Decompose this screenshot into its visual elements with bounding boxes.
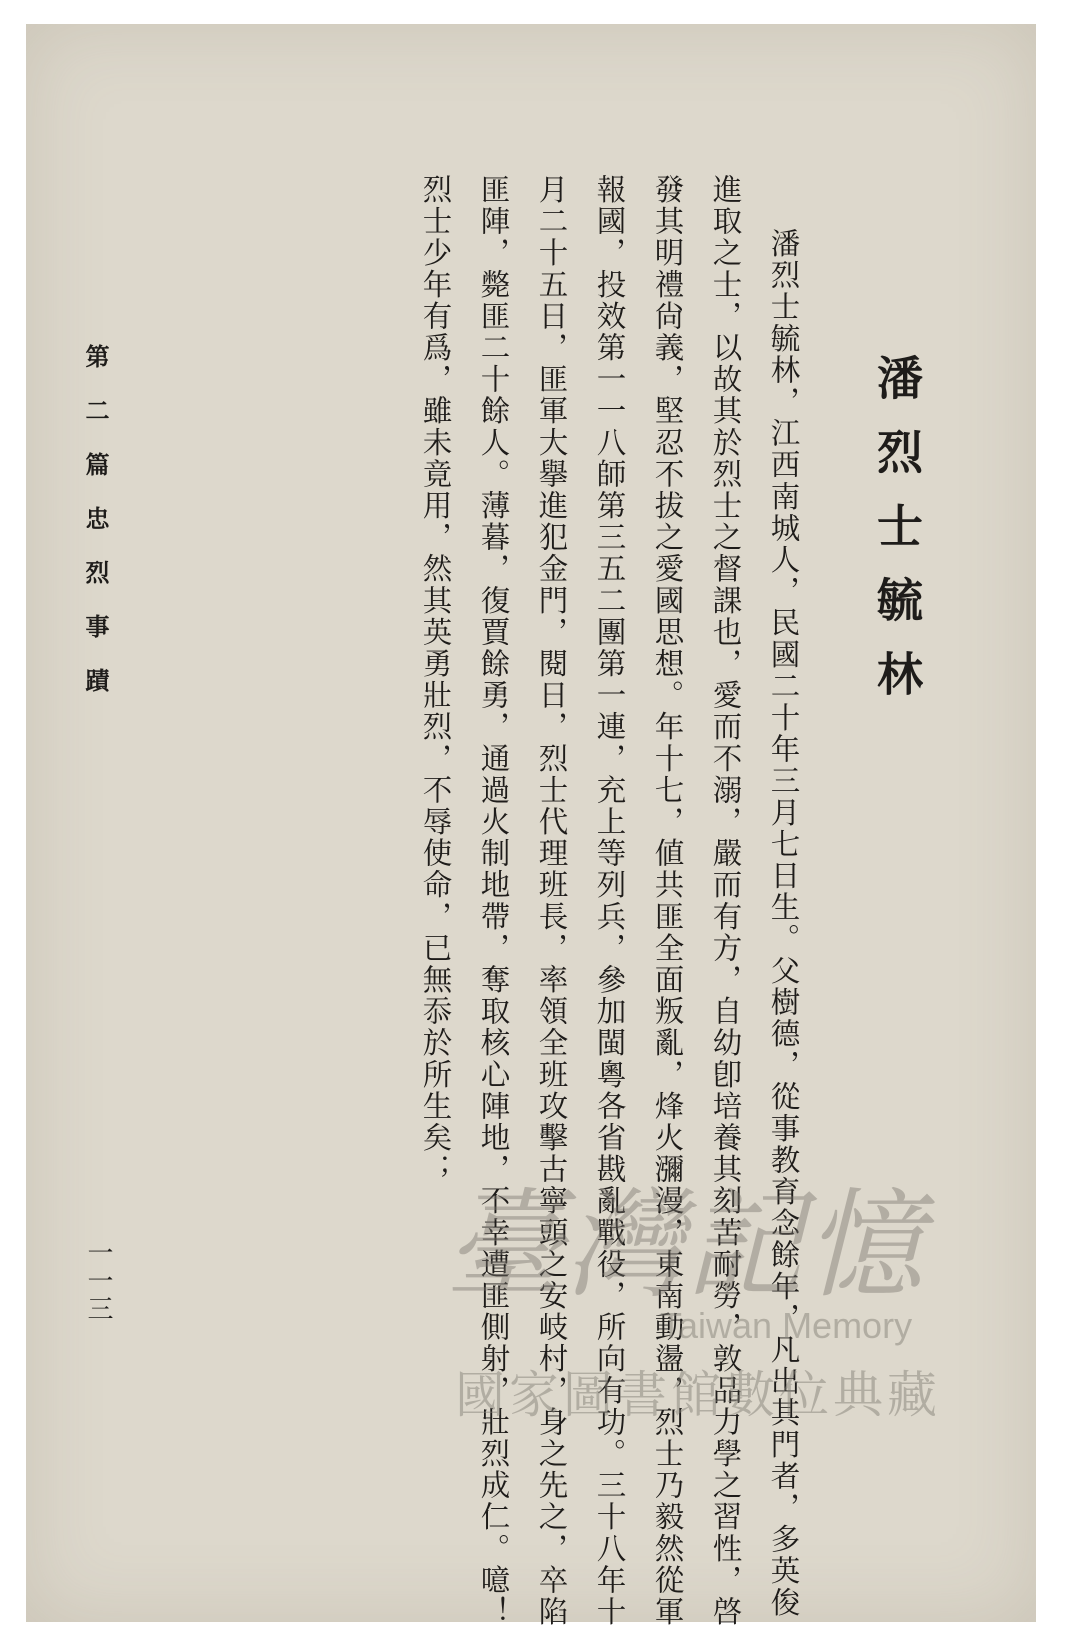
body-line-1: 潘烈士毓林，江西南城人，民國二十年三月七日生。父樹德，從事教育念餘年，凡出其門者，多英俊 xyxy=(766,228,801,1619)
body-line-3: 發其明禮尙義，堅忍不拔之愛國思想。年十七，値共匪全面叛亂，烽火瀰漫，東南動盪，烈士乃毅然從軍 xyxy=(650,174,685,1628)
page-number: 一一三 xyxy=(83,1239,113,1323)
body-line-4: 報國，投效第一一八師第三五二團第一連，充上等列兵，參加閩粵各省戡亂戰役，所向有功。三十八年十 xyxy=(592,174,627,1628)
body-line-7: 烈士少年有爲，雖未竟用，然其英勇壯烈，不辱使命，已無忝於所生矣； xyxy=(418,174,453,1186)
body-line-2: 進取之士，以故其於烈士之督課也，愛而不溺，嚴而有方，自幼卽培養其刻苦耐勞，敦品力學之習性，啓 xyxy=(708,174,743,1628)
body-line-6: 匪陣，斃匪二十餘人。薄暮，復賈餘勇，通過火制地帶，奪取核心陣地，不幸遭匪側射，壯烈成仁。噫！ xyxy=(476,174,511,1628)
page-title: 潘烈士毓林 xyxy=(870,354,924,724)
watermark-english: Taiwan Memory xyxy=(660,1305,913,1346)
body-line-5: 月二十五日，匪軍大擧進犯金門，閱日，烈士代理班長，率領全班攻擊古寧頭之安岐村，身之先之，卒陷 xyxy=(534,174,569,1628)
book-page xyxy=(26,24,1036,1628)
watermark-chinese: 國家圖書館數位典藏 xyxy=(455,1366,941,1424)
watermark-script: 臺灣記憶 xyxy=(445,1176,926,1314)
bleed-through-text xyxy=(346,174,386,208)
running-head: 第二篇忠烈事蹟 xyxy=(81,344,110,722)
